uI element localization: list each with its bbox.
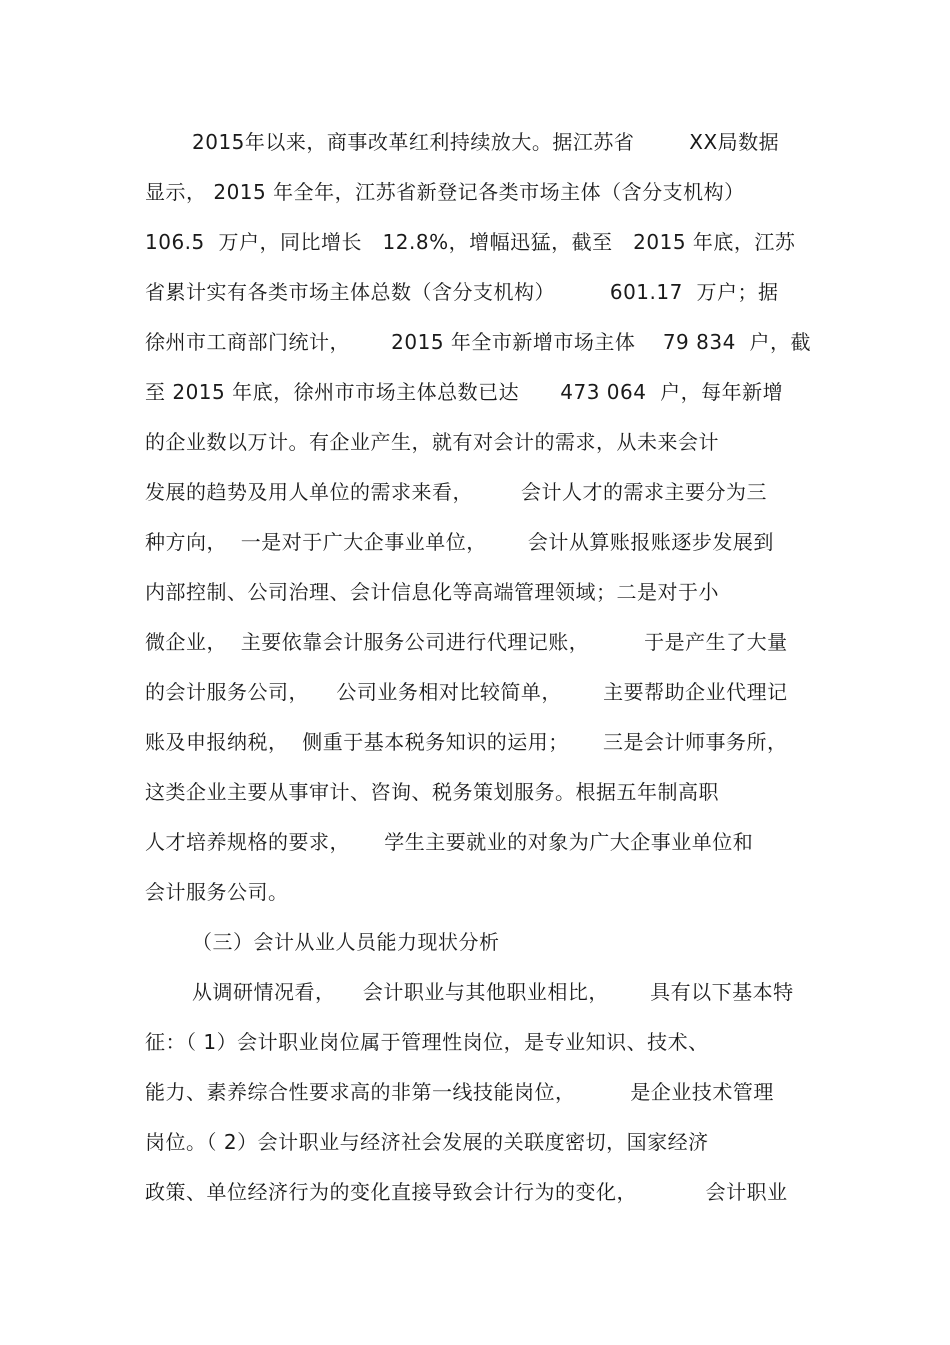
paragraph-line-10: 内部控制、公司治理、会计信息化等高端管理领域；二是对于小	[145, 580, 719, 604]
paragraph-line-2: 显示， 2015 年全年，江苏省新登记各类市场主体（含分支机构）	[145, 180, 745, 204]
paragraph-line-14: 这类企业主要从事审计、咨询、税务策划服务。根据五年制高职	[145, 780, 719, 804]
paragraph-line-13: 账及申报纳税， 侧重于基本税务知识的运用； 三是会计师事务所，	[145, 730, 788, 754]
paragraph-line-22: 政策、单位经济行为的变化直接导致会计行为的变化， 会计职业	[145, 1180, 788, 1204]
paragraph-line-5: 徐州市工商部门统计， 2015 年全市新增市场主体 79 834 户，截	[145, 330, 812, 354]
paragraph-line-19: 征：（ 1）会计职业岗位属于管理性岗位，是专业知识、技术、	[145, 1030, 709, 1054]
paragraph-line-8: 发展的趋势及用人单位的需求来看， 会计人才的需求主要分为三	[145, 480, 768, 504]
paragraph-line-12: 的会计服务公司， 公司业务相对比较简单， 主要帮助企业代理记	[145, 680, 788, 704]
paragraph-line-6: 至 2015 年底，徐州市市场主体总数已达 473 064 户，每年新增	[145, 380, 784, 404]
paragraph-line-20: 能力、素养综合性要求高的非第一线技能岗位， 是企业技术管理	[145, 1080, 774, 1104]
paragraph-line-9: 种方向， 一是对于广大企事业单位， 会计从算账报账逐步发展到	[145, 530, 774, 554]
paragraph-line-7: 的企业数以万计。有企业产生，就有对会计的需求，从未来会计	[145, 430, 719, 454]
paragraph-line-3: 106.5 万户，同比增长 12.8%，增幅迅猛，截至 2015 年底，江苏	[145, 230, 796, 254]
section-heading: （三）会计从业人员能力现状分析	[192, 930, 500, 954]
paragraph-line-16: 会计服务公司。	[145, 880, 289, 904]
paragraph-line-4: 省累计实有各类市场主体总数（含分支机构） 601.17 万户；据	[145, 280, 779, 304]
paragraph-line-21: 岗位。（ 2）会计职业与经济社会发展的关联度密切，国家经济	[145, 1130, 709, 1154]
paragraph-line-15: 人才培养规格的要求， 学生主要就业的对象为广大企事业单位和	[145, 830, 754, 854]
paragraph-line-11: 微企业， 主要依靠会计服务公司进行代理记账， 于是产生了大量	[145, 630, 788, 654]
paragraph-line-1: 2015年以来，商事改革红利持续放大。据江苏省 XX局数据	[192, 130, 780, 154]
paragraph-line-18: 从调研情况看， 会计职业与其他职业相比， 具有以下基本特	[192, 980, 794, 1004]
